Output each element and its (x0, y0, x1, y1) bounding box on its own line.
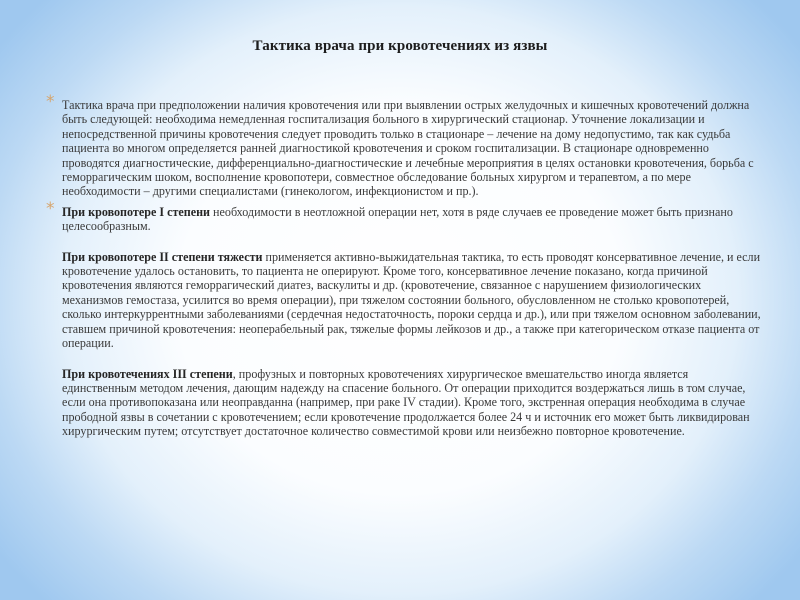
bullet-marker: * (46, 198, 55, 219)
bullet-text: Тактика врача при предположении наличия кровотечения или при выявлении острых желудочных и кишечных кровотечений должна быть следующей: необходима немедленная госпитализация больного в хирургический стационар. Уточнение локализации и непосредственной причины кровотечения следует проводить только в стационаре – лечение на дому недопустимо, так как судьба пациента во многом определяется ранней диагностикой кровотечения и сроком госпитализации. В стационаре одновременно проводятся диагностические, дифференциально-диагностические и лечебные мероприятия в целях остановки кровотечения, борьба с геморрагическим шоком, восполнение кровопотери, совместное обследование больных хирургом и терапевтом, а по мере необходимости – другими специалистами (гинекологом, инфекционистом и пр.). (62, 98, 754, 199)
section-text: применяется активно-выжидательная тактика, то есть проводят консервативное лечение, и если кровотечение удалось остановить, то пациента не оперируют. Кроме того, консервативное лечение показано, когда причиной кровотечения являются геморрагический диатез, васкулиты и др. (кровотечение, связанное с нарушением физиологических механизмов гемостаза, усилится во время операции), при тяжелом состоянии больного, обусловленном не столько кровопотерей, сколько интеркуррентными заболеваниями (сердечная недостаточность, пороки сердца и др.), или при тяжелом основном заболевании, ставшем причиной кровотечения: неоперабельный рак, тяжелые формы лейкозов и др., а также при категорическом отказе пациента от операции. (62, 249, 761, 351)
bullet-hospitalization (46, 92, 762, 199)
bullet-blood-loss-degrees (46, 198, 762, 439)
slide-title: Тактика врача при кровотечениях из язвы (252, 38, 548, 54)
section-lead: При кровопотере II степени тяжести (62, 249, 263, 264)
bullet-marker: * (46, 92, 55, 112)
section-lead: При кровотечениях III степени (62, 366, 233, 381)
section-degree-1 (62, 205, 762, 234)
section-degree-3 (62, 367, 762, 439)
section-lead: При кровопотере I степени (62, 204, 211, 219)
section-text: , профузных и повторных кровотечениях хирургическое вмешательство иногда является единственным методом лечения, дающим надежду на спасение больного. От операции приходится воздержаться лишь в том случае, если она противопоказана или неоправданна (например, при раке IV стадии). Кроме того, экстренная операция необходима в случае прободной язвы в сочетании с кровотечением; если кровотечение продолжается более 24 ч и источник его может быть ликвидирован хирургическим путем; отсутствует достаточное количество совместимой крови или неизбежно повторное кровотечение. (62, 366, 750, 439)
section-text: необходимости в неотложной операции нет, хотя в ряде случаев ее проведение может быть признано целесообразным. (62, 204, 733, 234)
slide-content (46, 92, 762, 445)
section-degree-2 (62, 250, 762, 351)
